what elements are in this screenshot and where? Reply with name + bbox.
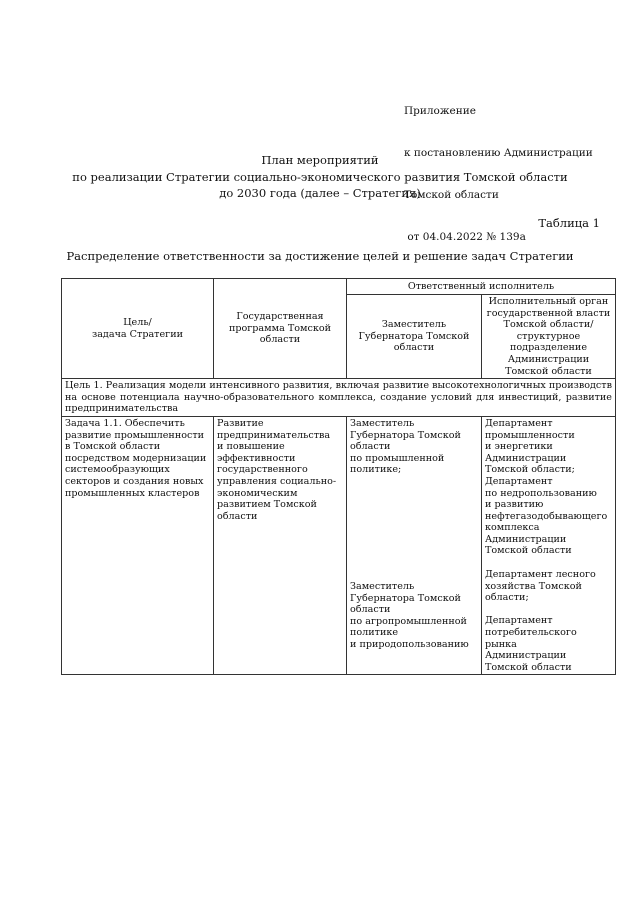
- appendix-line: Томской области: [404, 189, 499, 201]
- appendix-line: от 04.04.2022 № 139а: [404, 231, 526, 243]
- table-label: Таблица 1: [538, 216, 600, 230]
- header-state-program: Государственная программа Томской области: [214, 279, 347, 379]
- task-cell: Задача 1.1. Обеспечить развитие промышленности в Томской области посредством модернизации системообразующих секторов и создания новых промышленных кластеров: [62, 416, 214, 674]
- distribution-title: Распределение ответственности за достижение целей и решение задач Стратегии: [66, 249, 574, 263]
- deputy-industrial: Заместитель Губернатора Томской области по промышленной политике;: [350, 417, 461, 476]
- header-responsible: Ответственный исполнитель: [347, 279, 616, 295]
- task-row: [62, 416, 616, 674]
- program-cell: Развитие предпринимательства и повышение эффективности государственного управления социально- экономическим развитием Томской области: [214, 416, 347, 674]
- goal-text: Цель 1. Реализация модели интенсивного развития, включая развитие высокотехнологичных производств на основе потенциала научно-образовательного комплекса, создание условий для инвестиций, развитие предпринимательства: [62, 379, 616, 417]
- plan-title: План мероприятий: [261, 153, 379, 167]
- header-executive-body: Исполнительный орган государственной власти Томской области/ структурное подразделение Администрации Томской области: [482, 295, 616, 379]
- appendix-line: Приложение: [404, 105, 476, 117]
- body-forestry: Департамент лесного хозяйства Томской области; Департамент потребительского рынка Администрации Томской области: [485, 569, 596, 673]
- deputy-agro: Заместитель Губернатора Томской области по агропромышленной политике и природопользованию: [350, 580, 469, 650]
- appendix-line: к постановлению Администрации: [404, 147, 593, 159]
- responsibility-table: [61, 278, 616, 675]
- deputy-cell: [347, 416, 482, 674]
- goal-row: [62, 379, 616, 417]
- plan-subtitle-line: до 2030 года (далее – Стратегия): [219, 186, 421, 200]
- header-goal-task: Цель/ задача Стратегии: [62, 279, 214, 379]
- header-deputy: Заместитель Губернатора Томской области: [347, 295, 482, 379]
- plan-subtitle-line: по реализации Стратегии социально-экономического развития Томской области: [72, 170, 568, 184]
- executive-body-cell: [482, 416, 616, 674]
- body-industrial: Департамент промышленности и энергетики Администрации Томской области; Департамент по недропользованию и развитию нефтегазодобывающего комплекса Администрации Томской области: [485, 417, 608, 557]
- table-header-row: [62, 279, 616, 295]
